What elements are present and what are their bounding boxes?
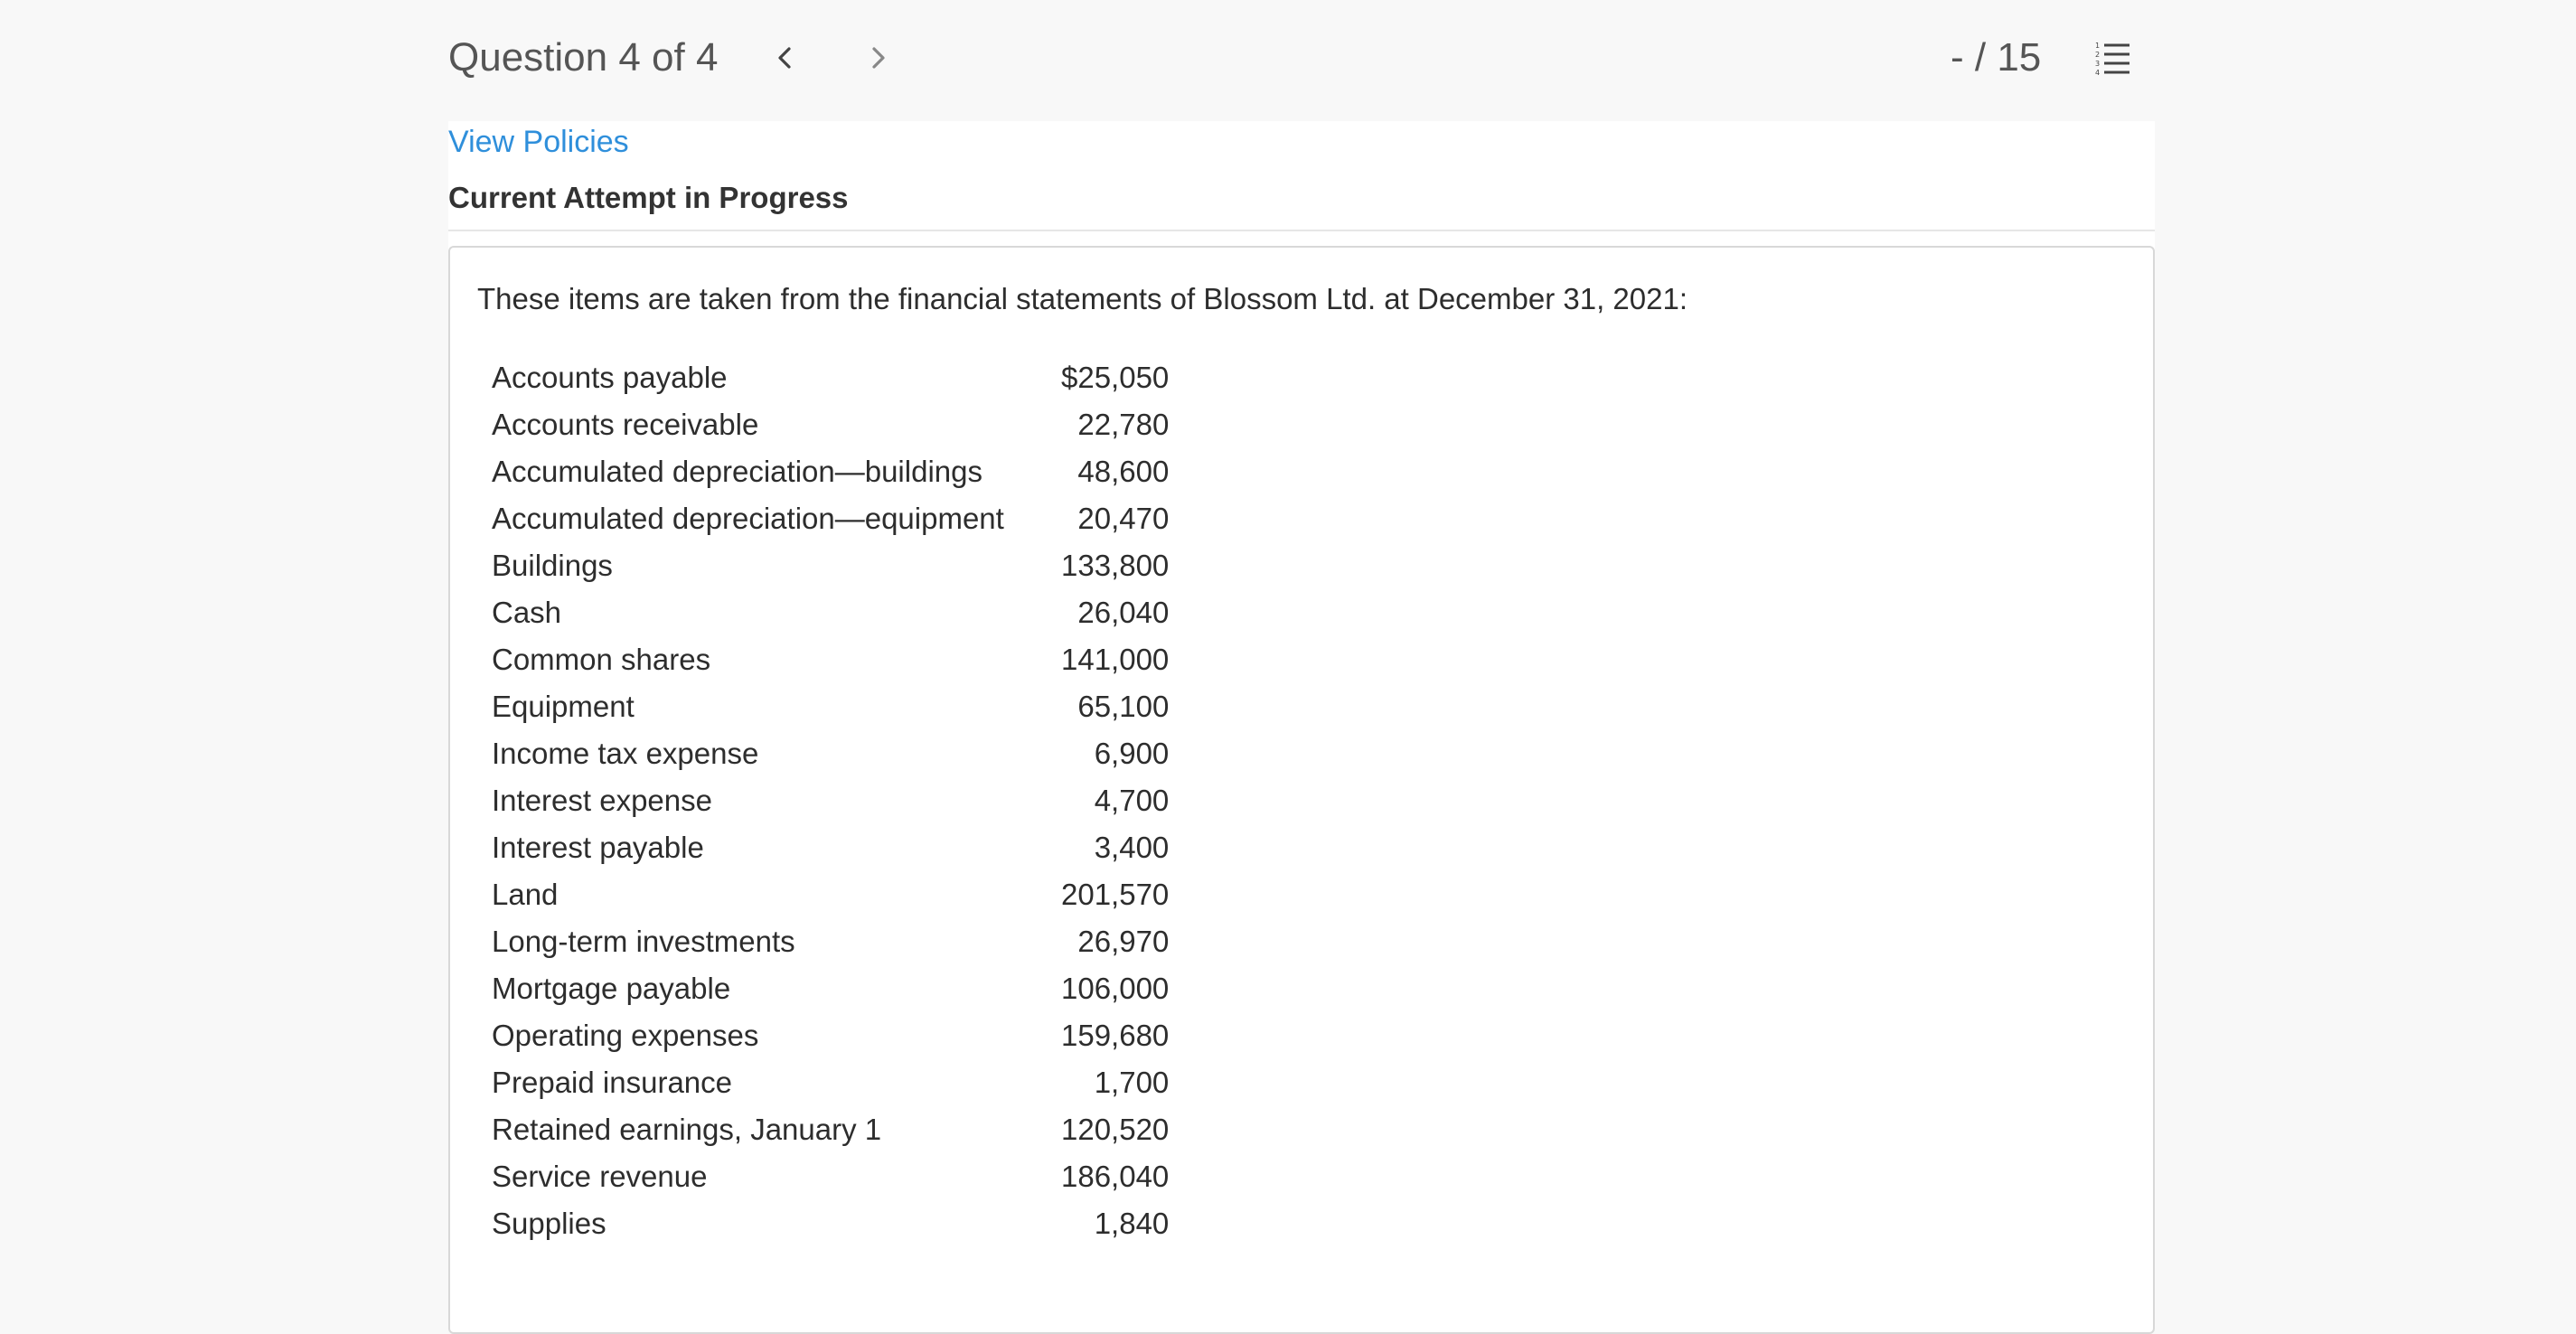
item-label: Prepaid insurance <box>492 1066 732 1099</box>
item-label: Supplies <box>492 1207 606 1240</box>
table-row <box>492 542 1169 589</box>
item-amount: 22,780 <box>1077 408 1170 441</box>
chevron-right-icon <box>868 44 889 71</box>
item-amount: $25,050 <box>1061 361 1170 394</box>
table-row <box>492 777 1169 824</box>
item-amount: 159,680 <box>1061 1019 1170 1052</box>
table-row <box>492 965 1169 1012</box>
item-amount: 1,700 <box>1094 1066 1170 1099</box>
table-row <box>492 1106 1169 1153</box>
item-label: Accumulated depreciation—equipment <box>492 502 1004 535</box>
item-label: Service revenue <box>492 1160 708 1193</box>
item-label: Common shares <box>492 643 711 676</box>
item-label: Cash <box>492 596 562 629</box>
item-amount: 48,600 <box>1077 455 1170 488</box>
item-amount: 186,040 <box>1061 1160 1170 1193</box>
table-row <box>492 730 1169 777</box>
view-policies-link[interactable]: View Policies <box>448 125 629 159</box>
svg-text:3: 3 <box>2095 60 2101 68</box>
item-amount: 106,000 <box>1061 972 1170 1005</box>
item-label: Equipment <box>492 690 635 723</box>
question-intro: These items are taken from the financial statements of Blossom Ltd. at December 31, 2021: <box>477 282 1688 315</box>
table-row <box>492 448 1169 495</box>
item-amount: 201,570 <box>1061 878 1170 911</box>
divider <box>448 230 2155 231</box>
table-row <box>492 1059 1169 1106</box>
question-header <box>0 0 2576 121</box>
attempt-status: Current Attempt in Progress <box>448 181 849 214</box>
numbered-list-icon <box>2093 40 2133 76</box>
item-label: Retained earnings, January 1 <box>492 1113 882 1146</box>
chevron-left-icon <box>774 44 795 71</box>
item-label: Accounts payable <box>492 361 728 394</box>
score-display: - / 15 <box>1951 35 2042 80</box>
previous-question-button[interactable] <box>757 31 812 85</box>
table-row <box>492 683 1169 730</box>
table-row <box>492 495 1169 542</box>
question-title: Question 4 of 4 <box>448 35 719 80</box>
table-row <box>492 1153 1169 1200</box>
item-amount: 6,900 <box>1094 737 1170 770</box>
item-label: Accumulated depreciation—buildings <box>492 455 982 488</box>
svg-text:4: 4 <box>2095 69 2101 76</box>
item-label: Operating expenses <box>492 1019 759 1052</box>
question-panel <box>448 246 2155 1334</box>
table-row <box>492 401 1169 448</box>
financial-items-table <box>492 354 1169 1247</box>
item-amount: 20,470 <box>1077 502 1170 535</box>
item-amount: 133,800 <box>1061 549 1170 582</box>
item-label: Land <box>492 878 559 911</box>
item-amount: 26,040 <box>1077 596 1170 629</box>
svg-text:1: 1 <box>2095 42 2101 50</box>
table-row <box>492 1200 1169 1247</box>
item-amount: 120,520 <box>1061 1113 1170 1146</box>
item-label: Buildings <box>492 549 613 582</box>
table-row <box>492 1012 1169 1059</box>
question-content <box>448 121 2155 1312</box>
svg-text:2: 2 <box>2095 51 2101 59</box>
item-label: Income tax expense <box>492 737 759 770</box>
table-row <box>492 918 1169 965</box>
item-label: Accounts receivable <box>492 408 759 441</box>
item-label: Long-term investments <box>492 925 795 958</box>
item-label: Interest expense <box>492 784 712 817</box>
question-list-button[interactable] <box>2088 31 2139 85</box>
next-question-button[interactable] <box>851 31 906 85</box>
item-amount: 141,000 <box>1061 643 1170 676</box>
table-row <box>492 354 1169 401</box>
item-label: Mortgage payable <box>492 972 731 1005</box>
table-row <box>492 636 1169 683</box>
item-amount: 1,840 <box>1094 1207 1170 1240</box>
item-label: Interest payable <box>492 831 704 864</box>
table-row <box>492 824 1169 871</box>
table-row <box>492 589 1169 636</box>
table-row <box>492 871 1169 918</box>
item-amount: 3,400 <box>1094 831 1170 864</box>
item-amount: 4,700 <box>1094 784 1170 817</box>
item-amount: 26,970 <box>1077 925 1170 958</box>
item-amount: 65,100 <box>1077 690 1170 723</box>
